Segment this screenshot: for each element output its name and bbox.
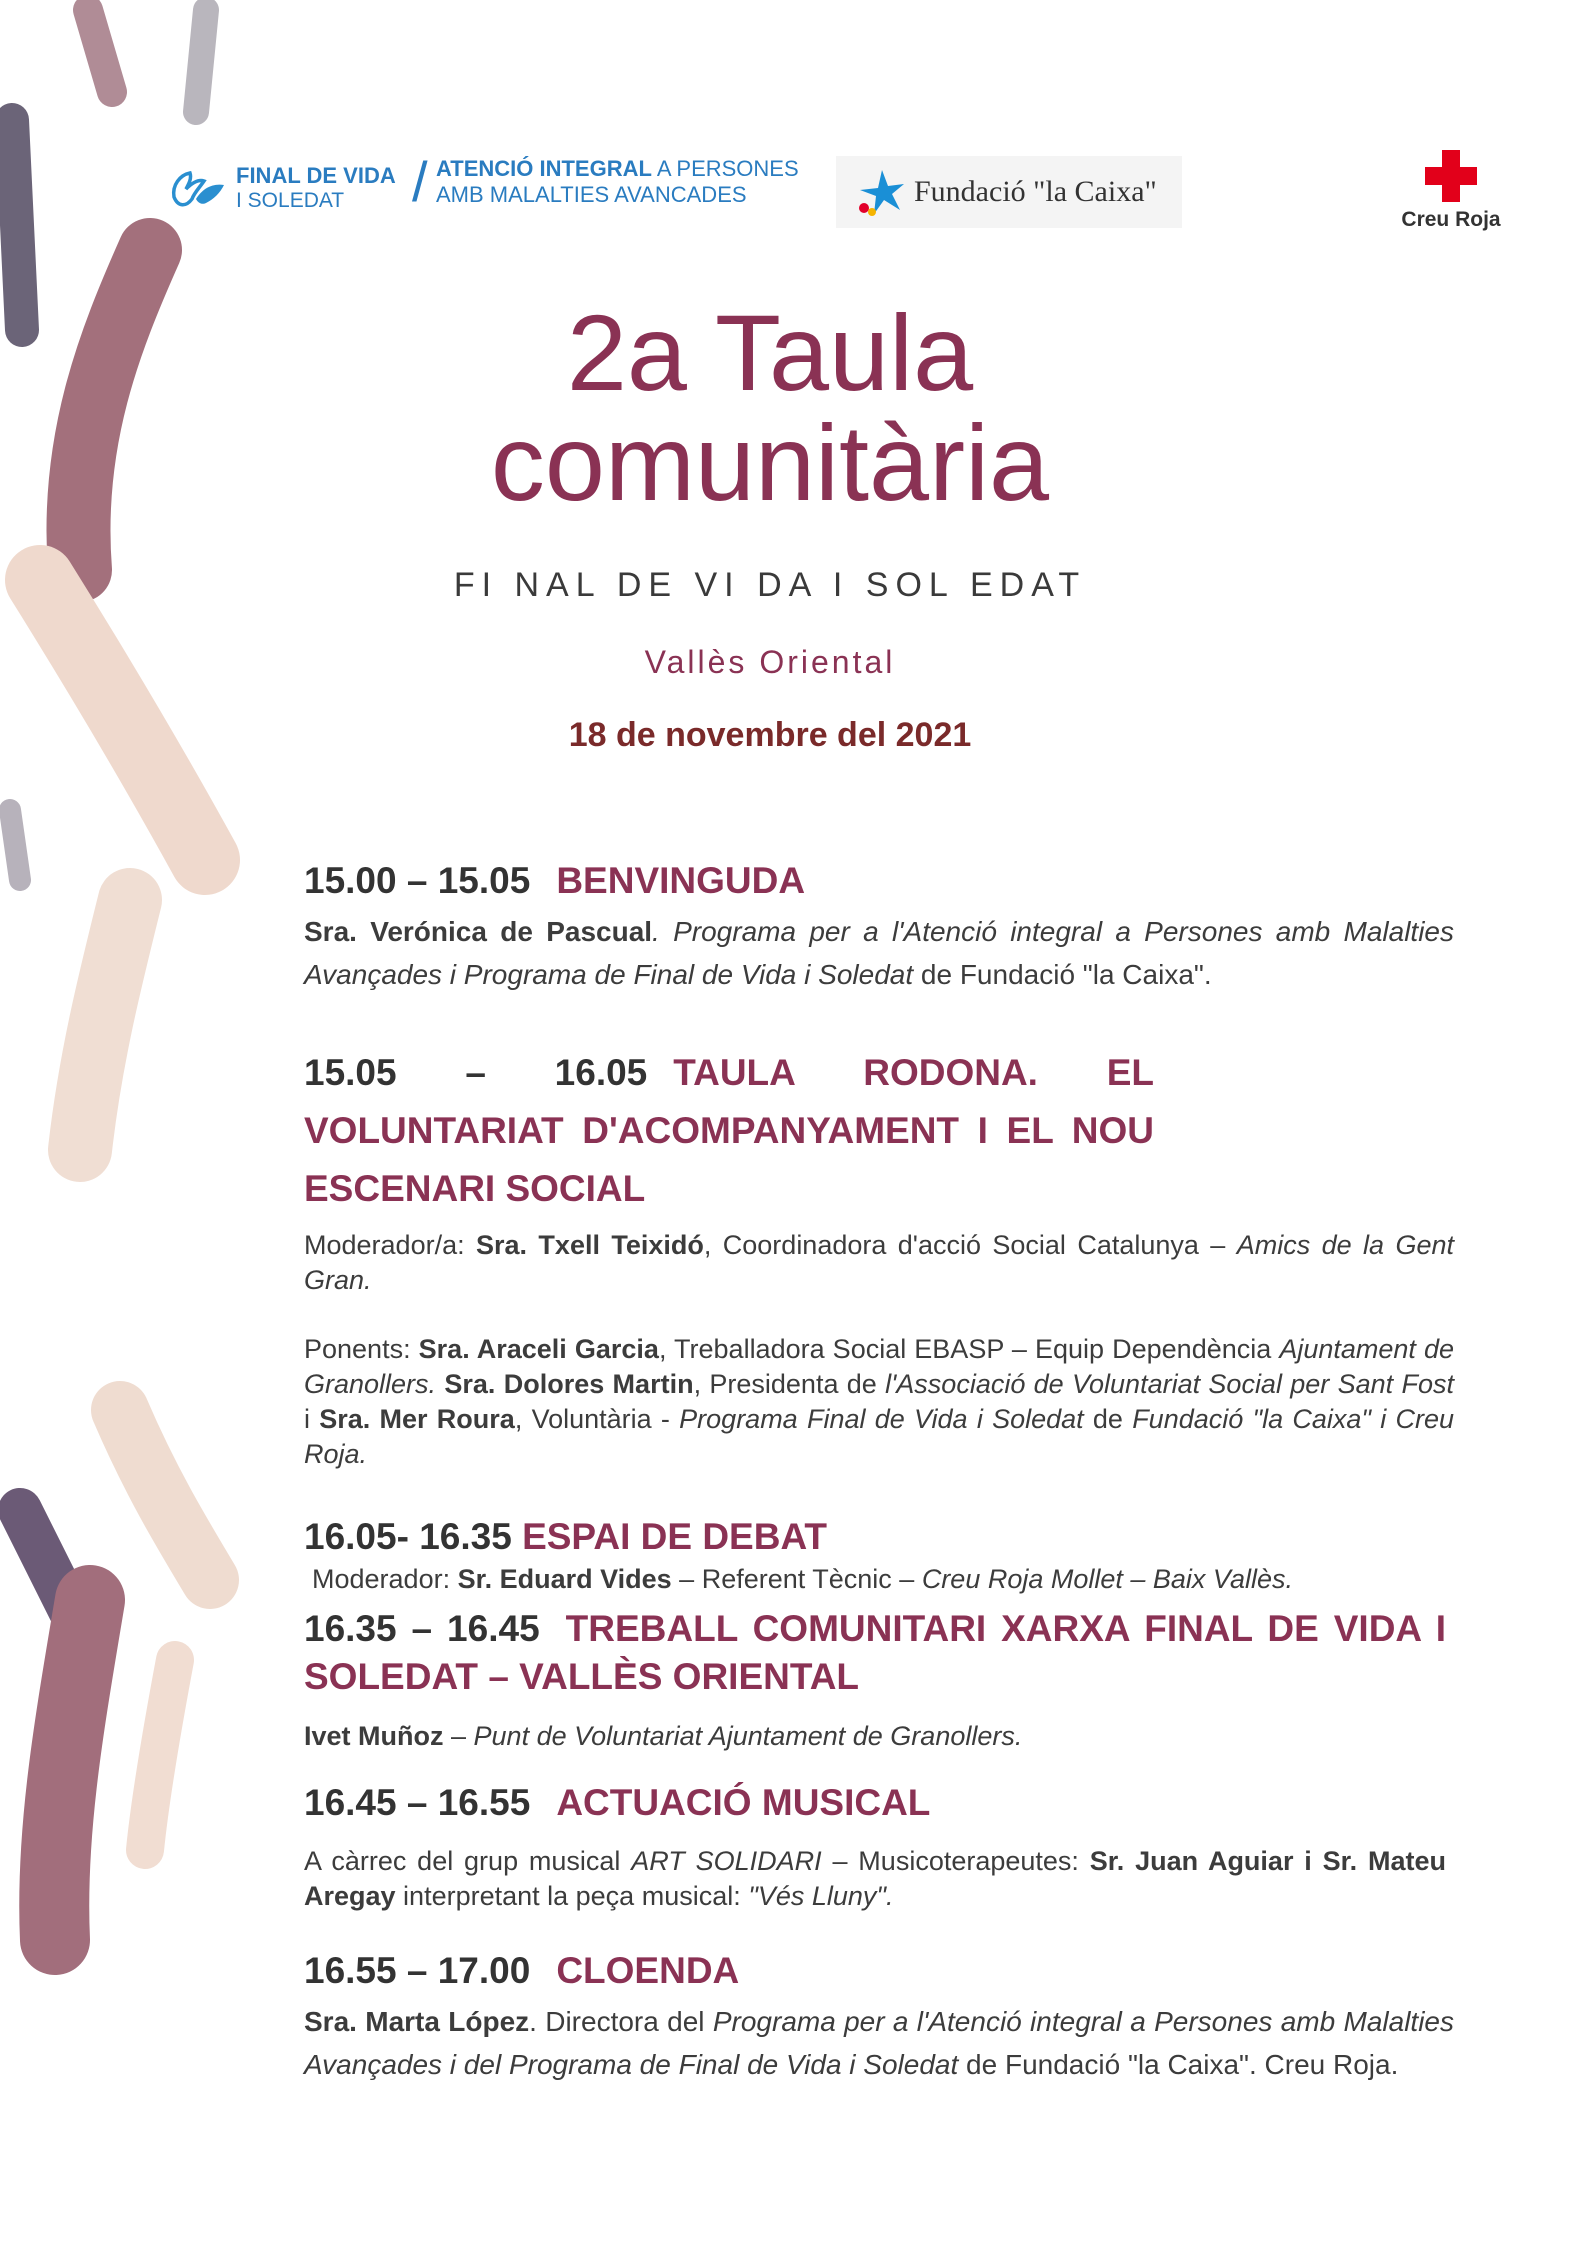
agenda-item-espai-debat <box>304 1512 1454 1597</box>
creu-roja-logo <box>1386 148 1516 232</box>
caixa-name: Fundació "la Caixa" <box>914 175 1157 208</box>
agenda-label: ACTUACIÓ MUSICAL <box>556 1782 931 1823</box>
agenda-item-heading <box>304 1942 1454 2000</box>
caixa-star-icon <box>852 164 908 220</box>
moderator-prefix: Moderador/a: <box>304 1230 476 1260</box>
ponent-2-org: l'Associació de Voluntariat Social per Sant Fost <box>885 1369 1454 1399</box>
agenda-label: BENVINGUDA <box>556 860 806 901</box>
speaker-name: Sra. Marta López <box>304 2006 530 2037</box>
ponent-2-name: Sra. Dolores Martin <box>436 1369 694 1399</box>
separator: – <box>443 1721 474 1751</box>
brush-stroke <box>10 810 20 880</box>
brush-stroke <box>196 10 206 112</box>
region: Vallès Oriental <box>644 644 896 680</box>
agenda-item-treball-comunitari <box>304 1605 1454 1754</box>
atencio-line2: AMB MALALTIES AVANCADES <box>436 182 747 207</box>
brush-stroke <box>88 10 112 92</box>
moderator-prefix: Moderador: <box>312 1564 458 1594</box>
ponent-3-org2: Fundació "la Caixa" i Creu Roja. <box>304 1404 1454 1469</box>
title-line-2: comunitària <box>490 402 1050 523</box>
text: – Musicoterapeutes: <box>821 1846 1090 1876</box>
brush-stroke <box>120 1410 210 1580</box>
moderator-name: Sra. Txell Teixidó <box>476 1230 704 1260</box>
agenda-time: 16.45 – 16.55 <box>304 1782 531 1823</box>
agenda-label: ESPAI DE DEBAT <box>522 1516 828 1557</box>
text: interpretant la peça musical: <box>395 1881 749 1911</box>
fundacio-la-caixa-logo <box>836 156 1182 228</box>
agenda-item-actuacio-musical <box>304 1774 1454 1914</box>
moderator-role: , Coordinadora d'acció Social Catalunya – <box>703 1230 1237 1260</box>
agenda-item-taula-rodona <box>304 1044 1454 1472</box>
title-line-1: 2a Taula <box>566 292 974 413</box>
agenda-item-benvinguda <box>304 852 1454 996</box>
moderator-line <box>304 1228 1454 1298</box>
moderator-role: – Referent Tècnic – <box>671 1564 922 1594</box>
brush-stroke <box>12 120 22 330</box>
org-text: Punt de Voluntariat Ajuntament de Granollers. <box>473 1721 1023 1751</box>
agenda-description <box>304 1844 1446 1914</box>
text: A càrrec del grup musical <box>304 1846 632 1876</box>
brush-stroke <box>80 900 130 1150</box>
moderator-org: Creu Roja Mollet – Baix Vallès. <box>921 1564 1293 1594</box>
page-title <box>400 292 1140 523</box>
creu-roja-name: Creu Roja <box>1401 208 1501 231</box>
agenda-description <box>304 1719 1454 1754</box>
subtitle: FI NAL DE VI DA I SOL EDAT <box>453 566 1087 604</box>
ponent-1-org: Ajuntament de Granollers. <box>304 1334 1455 1399</box>
brush-stroke <box>54 1600 90 1940</box>
person-name: Ivet Muñoz <box>304 1721 444 1751</box>
ponent-1-role: , Treballadora Social EBASP – Equip Dependència <box>658 1334 1280 1364</box>
agenda-item-heading <box>304 1512 1454 1562</box>
ponent-3-join: i <box>304 1404 320 1434</box>
ponent-3-role: , Voluntària - <box>514 1404 680 1434</box>
agenda-item-heading <box>304 1774 1454 1832</box>
musician-names: Sr. Juan Aguiar i Sr. Mateu Aregay <box>304 1846 1446 1911</box>
agenda-label: TAULA RODONA. EL VOLUNTARIAT D'ACOMPANYAMENT I EL NOU ESCENARI SOCIAL <box>304 1052 1154 1209</box>
slash-icon: / <box>412 150 428 213</box>
brush-stroke <box>145 1660 175 1850</box>
atencio-integral-logo <box>412 150 799 213</box>
text: . Directora del <box>529 2006 713 2037</box>
agenda-description <box>304 1562 1454 1597</box>
org-text: de Fundació "la Caixa". Creu Roja. <box>958 2049 1399 2080</box>
final-de-vida-line2: I SOLEDAT <box>236 189 345 212</box>
ponent-2-role: , Presidenta de <box>693 1369 886 1399</box>
hands-icon <box>168 163 230 213</box>
event-date: 18 de novembre del 2021 <box>568 716 972 754</box>
atencio-bold: ATENCIÓ INTEGRAL <box>436 156 652 181</box>
agenda-label: TREBALL COMUNITARI XARXA FINAL DE VIDA I SOLEDAT – VALLÈS ORIENTAL <box>304 1608 1447 1697</box>
red-cross-icon <box>1423 148 1479 204</box>
brush-stroke-decoration <box>0 0 260 2245</box>
agenda-item-heading <box>304 852 1454 910</box>
agenda-time: 16.35 – 16.45 <box>304 1608 540 1649</box>
agenda-item-cloenda <box>304 1942 1454 2086</box>
speaker-name: Sra. Verónica de Pascual <box>304 916 653 947</box>
agenda-item-heading <box>304 1605 1446 1701</box>
agenda-label: CLOENDA <box>556 1950 740 1991</box>
program-text: Programa per a l'Atenció integral a Persones amb Malalties Avançades i del Programa de Final de Vida i Soledat <box>304 2006 1454 2080</box>
moderator-org: Amics de la Gent Gran. <box>304 1230 1454 1295</box>
atencio-rest: A PERSONES <box>651 156 799 181</box>
agenda <box>304 852 1454 2086</box>
moderator-name: Sr. Eduard Vides <box>457 1564 672 1594</box>
ponents-prefix: Ponents: <box>304 1334 419 1364</box>
ponent-1-name: Sra. Araceli Garcia <box>418 1334 659 1364</box>
ponent-3-name: Sra. Mer Roura <box>319 1404 515 1434</box>
agenda-description <box>304 2000 1454 2086</box>
agenda-time: 15.00 – 15.05 <box>304 860 531 901</box>
brush-stroke <box>40 580 205 860</box>
org-text: de Fundació "la Caixa". <box>913 959 1212 990</box>
program-text: . Programa per a l'Atenció integral a Persones amb Malalties Avançades i Programa de Final de Vida i Soledat <box>304 916 1454 990</box>
agenda-time: 16.05- 16.35 <box>304 1516 512 1557</box>
final-de-vida-line1: FINAL DE VIDA <box>236 163 396 188</box>
final-de-vida-logo <box>168 158 396 218</box>
agenda-time: 16.55 – 17.00 <box>304 1950 531 1991</box>
piece-name: "Vés Lluny". <box>748 1881 894 1911</box>
ponent-3-mid: de <box>1083 1404 1133 1434</box>
agenda-description <box>304 910 1454 996</box>
ponents-line <box>304 1332 1454 1472</box>
ponent-3-org: Programa Final de Vida i Soledat <box>679 1404 1084 1434</box>
agenda-item-heading <box>304 1044 1154 1218</box>
brush-stroke <box>78 250 150 570</box>
agenda-time: 15.05 – 16.05 <box>304 1052 648 1093</box>
group-name: ART SOLIDARI <box>631 1846 822 1876</box>
